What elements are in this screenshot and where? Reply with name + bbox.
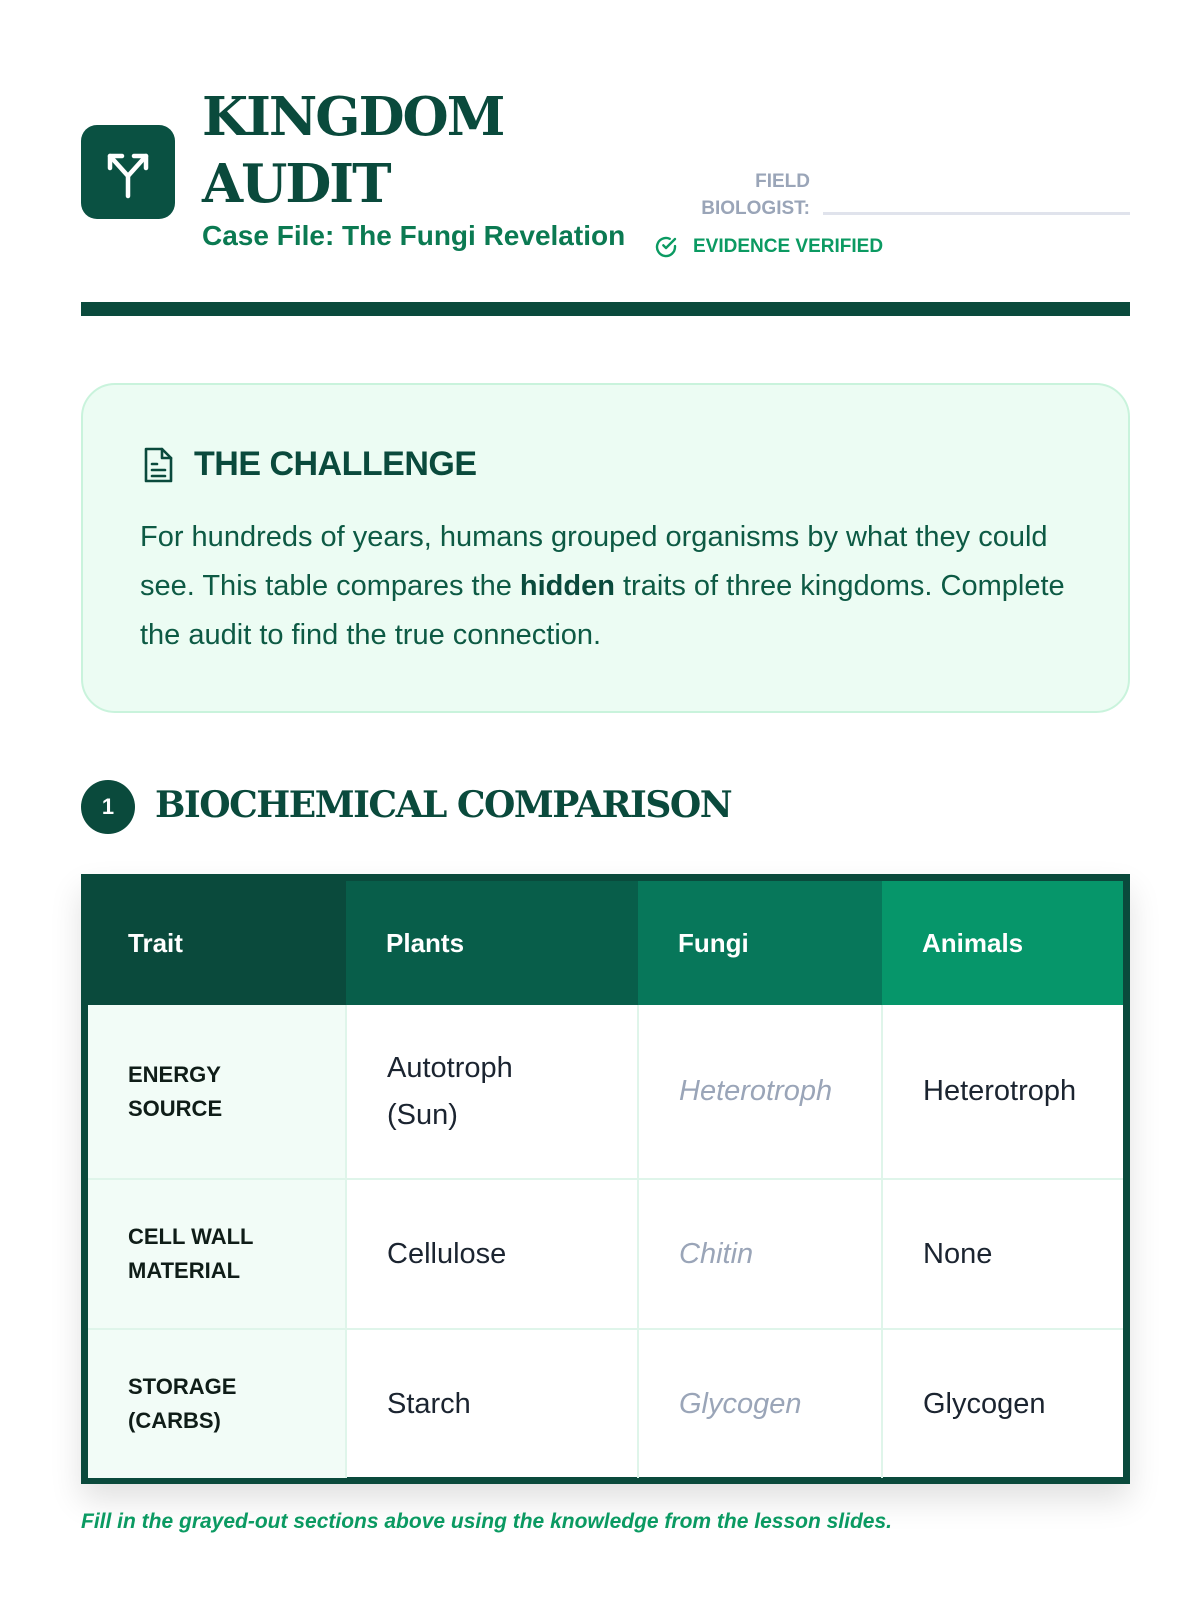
plants-value-line: Cellulose <box>387 1237 507 1270</box>
challenge-panel <box>81 383 1130 713</box>
page-title-line2: AUDIT <box>202 153 390 215</box>
challenge-body <box>140 513 1080 660</box>
challenge-body-emphasis: hidden <box>519 570 615 602</box>
column-header-trait: Trait <box>88 881 346 1005</box>
plants-value-line: Autotroph <box>387 1051 513 1084</box>
document-icon <box>140 446 176 484</box>
trait-cell <box>88 1329 346 1478</box>
challenge-body-start: For hundreds of years, humans grouped organisms by what they could see. This table compares the <box>140 521 1048 602</box>
field-label-line1: FIELD <box>755 171 810 192</box>
challenge-title: THE CHALLENGE <box>194 445 477 483</box>
column-header-plants: Plants <box>346 881 638 1005</box>
animals-cell: None <box>882 1179 1123 1329</box>
table-row <box>88 1179 1123 1329</box>
trait-line: (CARBS) <box>128 1408 221 1433</box>
plants-cell <box>346 1179 638 1329</box>
step-number-badge: 1 <box>81 780 135 834</box>
trait-line: ENERGY <box>128 1061 221 1087</box>
field-biologist-label <box>690 168 810 222</box>
branch-split-icon <box>102 144 154 200</box>
plants-cell <box>346 1005 638 1179</box>
page-title-line1: KINGDOM <box>202 86 504 148</box>
header-divider <box>81 302 1130 316</box>
comparison-table-grid <box>88 881 1123 1478</box>
plants-value-line: (Sun) <box>387 1098 458 1131</box>
section-title: BIOCHEMICAL COMPARISON <box>155 784 732 826</box>
challenge-body-end: traits of three kingdoms. Complete the audit to find the true connection. <box>140 570 1065 651</box>
page-subtitle: Case File: The Fungi Revelation <box>202 220 626 251</box>
animals-cell: Heterotroph <box>882 1005 1123 1179</box>
fungi-answer-cell[interactable]: Glycogen <box>638 1329 882 1478</box>
plants-value-line: Starch <box>387 1387 471 1420</box>
comparison-table <box>81 874 1130 1484</box>
trait-cell <box>88 1005 346 1179</box>
evidence-verified-badge <box>653 234 883 260</box>
evidence-verified-text: EVIDENCE VERIFIED <box>693 236 884 257</box>
fungi-answer-cell[interactable]: Heterotroph <box>638 1005 882 1179</box>
field-label-line2: BIOLOGIST: <box>701 198 810 219</box>
check-circle-icon <box>653 234 679 260</box>
animals-cell: Glycogen <box>923 1387 1046 1420</box>
field-biologist-input-line[interactable] <box>823 212 1130 215</box>
trait-line: SOURCE <box>128 1095 223 1121</box>
trait-line: CELL WALL <box>128 1224 254 1249</box>
trait-cell <box>88 1179 346 1329</box>
footer-instruction-note: Fill in the grayed-out sections above using the knowledge from the lesson slides. <box>81 1510 892 1533</box>
plants-cell <box>346 1329 638 1478</box>
fungi-answer-cell[interactable]: Chitin <box>638 1179 882 1329</box>
logo-tile <box>81 125 175 219</box>
column-header-animals: Animals <box>882 881 1123 1005</box>
trait-line: STORAGE <box>128 1374 237 1399</box>
table-header-row <box>88 881 1123 1005</box>
column-header-fungi: Fungi <box>638 881 882 1005</box>
trait-line: MATERIAL <box>128 1258 241 1283</box>
table-row <box>88 1329 1123 1478</box>
challenge-heading <box>140 445 477 484</box>
table-row <box>88 1005 1123 1179</box>
page-title <box>202 84 503 218</box>
